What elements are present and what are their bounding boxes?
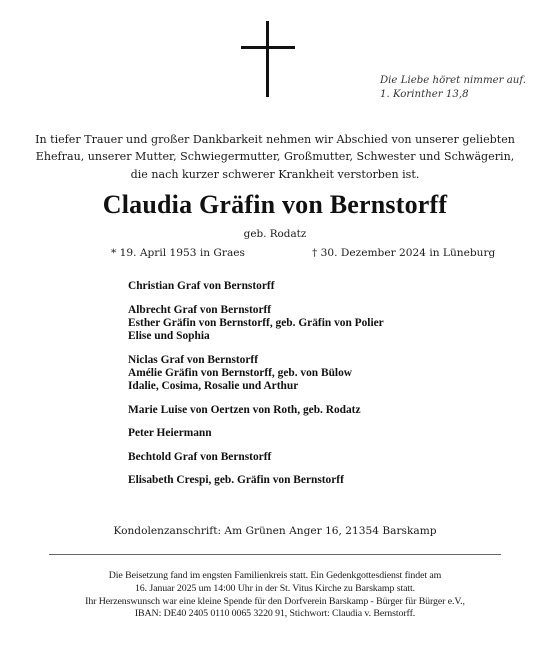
mourner-name: Esther Gräfin von Bernstorff, geb. Gräfin von Polier [128,316,384,329]
funeral-line: 16. Januar 2025 um 14:00 Uhr in der St. Vitus Kirche zu Barskamp statt. [134,582,416,594]
mourner-group [128,304,538,344]
mourner-group [128,404,538,417]
mourner-group [128,451,538,464]
mourner-group [128,354,538,394]
intro-line: die nach kurzer schwerer Krankheit verstorben ist. [130,167,420,181]
mourners-list [128,280,538,498]
death-date: † 30. Dezember 2024 in Lüneburg [312,247,496,259]
mourner-name: Idalie, Cosima, Rosalie und Arthur [128,380,299,392]
intro-text [20,131,530,183]
condolence-address: Kondolenzanschrift: Am Grünen Anger 16, 21354 Barskamp [113,525,437,537]
funeral-line: Ihr Herzenswunsch war eine kleine Spende für den Dorfverein Barskamp - Bürger für Bürger e.V., [85,595,465,607]
mourner-name: Bechtold Graf von Bernstorff [128,450,272,463]
mourner-name: Peter Heiermann [128,427,212,440]
mourner-name: Amélie Gräfin von Bernstorff, geb. von Bülow [128,366,353,379]
mourner-name: Marie Luise von Oertzen von Roth, geb. Rodatz [128,403,361,416]
intro-line: In tiefer Trauer und großer Dankbarkeit nehmen wir Abschied von unserer geliebten [35,133,515,146]
funeral-info [15,570,535,621]
funeral-line: IBAN: DE40 2405 0110 0065 3220 91, Stichwort: Claudia v. Bernstorff. [134,608,416,620]
verse-reference: 1. Korinther 13,8 [380,89,469,100]
mourner-group [128,474,538,487]
mourner-name: Niclas Graf von Bernstorff [128,353,259,366]
divider [49,554,501,555]
birth-date: * 19. April 1953 in Graes [111,247,245,259]
mourner-name: Elise und Sophia [128,330,210,342]
funeral-line: Die Beisetzung fand im engsten Familienkreis statt. Ein Gedenkgottesdienst findet am [108,570,442,581]
intro-line: Ehefrau, unserer Mutter, Schwiegermutter, Großmutter, Schwester und Schwägerin, [35,150,515,164]
deceased-name: Claudia Gräfin von Bernstorff [102,190,448,219]
mourner-name: Elisabeth Crespi, geb. Gräfin von Bernstorff [128,474,344,487]
maiden-name: geb. Rodatz [243,228,307,240]
mourner-name: Christian Graf von Bernstorff [128,280,275,292]
cross-icon [241,21,295,97]
mourner-group [128,427,538,440]
bible-verse [380,74,526,102]
verse-text: Die Liebe höret nimmer auf. [380,75,527,86]
mourner-name: Albrecht Graf von Bernstorff [128,303,272,316]
mourner-group [128,280,538,293]
